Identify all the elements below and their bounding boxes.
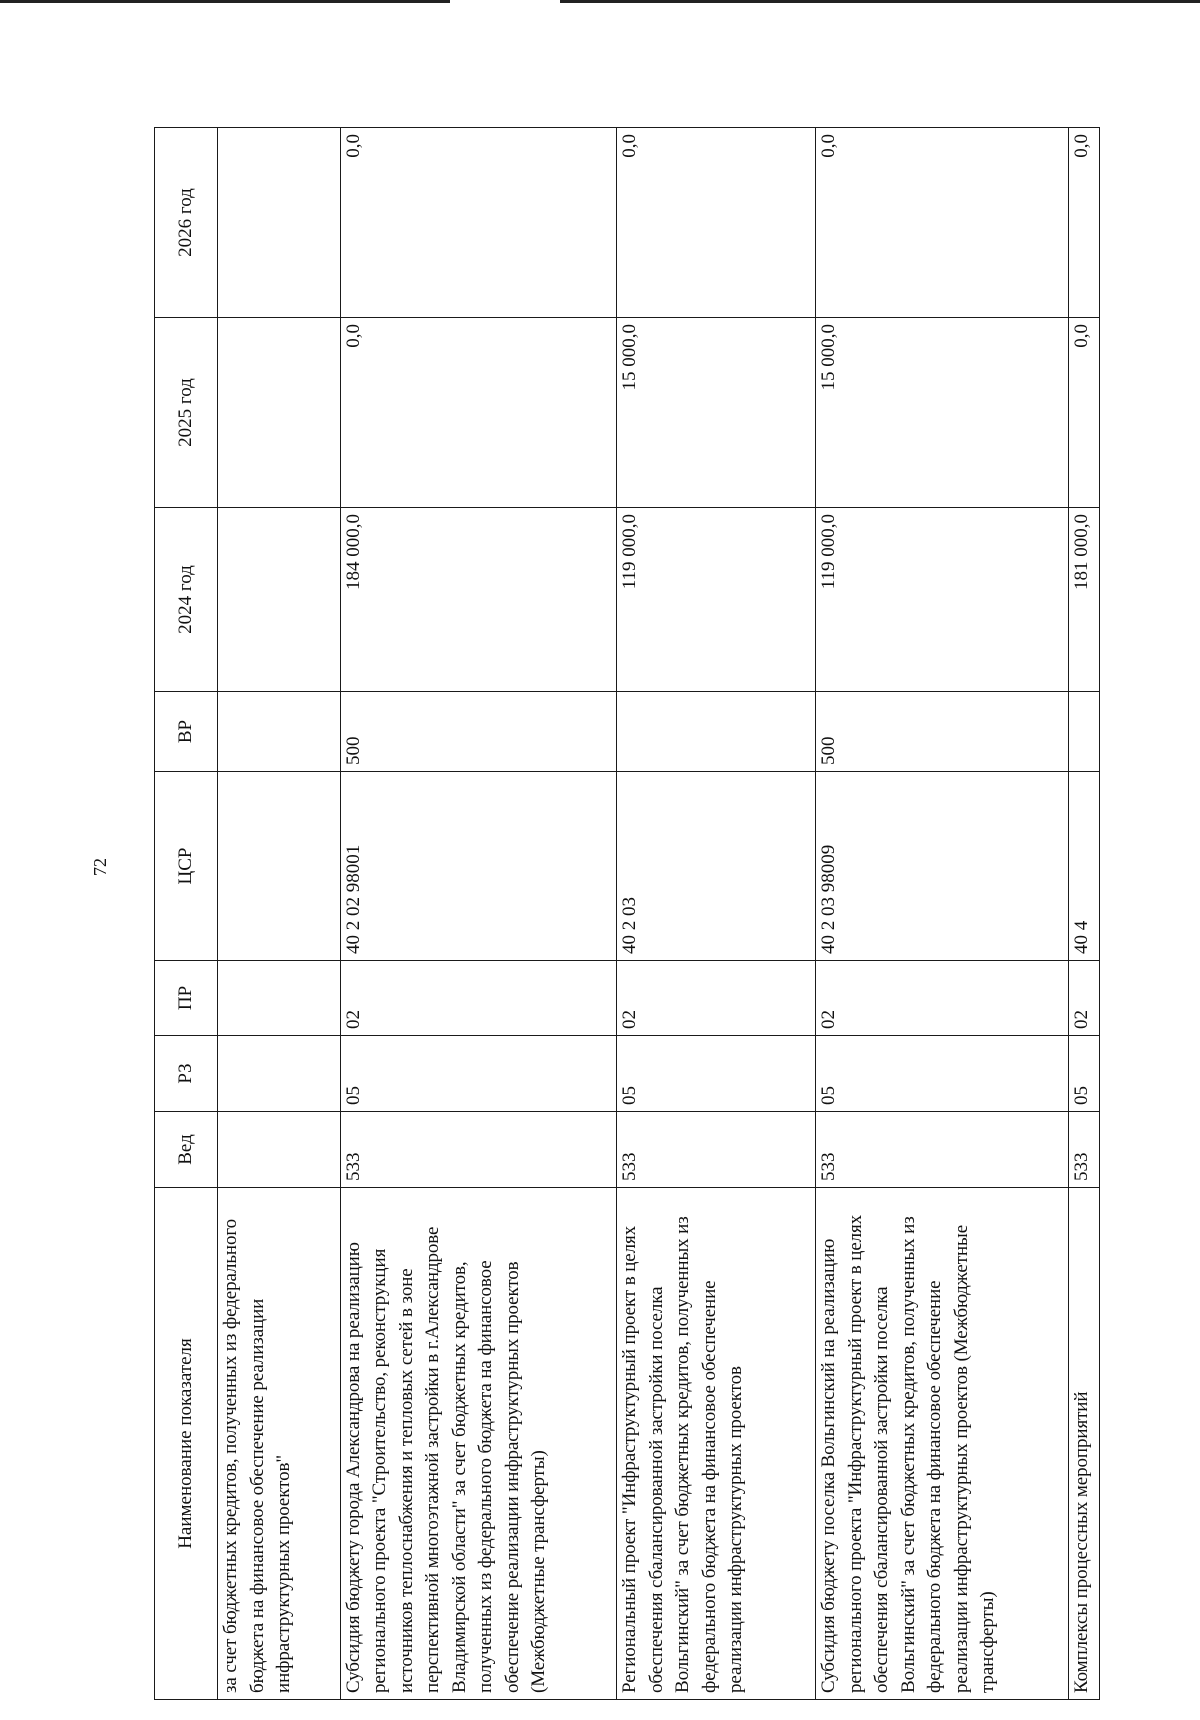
vr-cell (218, 692, 341, 772)
page-number: 72 (90, 858, 110, 876)
csr-cell: 40 2 03 (617, 772, 816, 961)
row-name-cell: Региональный проект "Инфраструктурный проект в целях обеспечения сбалансированной застройки поселка Вольгинский" за счет бюджетных кредитов, полученных из федерального бюджета на финансовое обеспечение реализации инфраструктурных проектов (617, 1188, 816, 1700)
row-name-cell: за счет бюджетных кредитов, полученных из федерального бюджета на финансовое обеспечение реализации инфраструктурных проектов" (218, 1188, 341, 1700)
table-header-row (155, 128, 218, 1700)
y2025-cell: 15 000,0 (816, 318, 1069, 508)
rz-cell: 05 (816, 1036, 1069, 1112)
y2024-cell: 119 000,0 (617, 508, 816, 692)
column-header: 2024 год (155, 508, 218, 692)
rz-cell: 05 (617, 1036, 816, 1112)
y2026-cell: 0,0 (816, 128, 1069, 318)
table-row (617, 128, 816, 1700)
pr-cell (218, 961, 341, 1036)
rz-cell: 05 (1068, 1036, 1099, 1112)
table-row (816, 128, 1069, 1700)
y2026-cell: 0,0 (617, 128, 816, 318)
y2025-cell: 0,0 (340, 318, 616, 508)
vr-cell: 500 (340, 692, 616, 772)
csr-cell: 40 2 03 98009 (816, 772, 1069, 961)
rz-cell: 05 (340, 1036, 616, 1112)
row-name-cell: Субсидия бюджету поселка Вольгинский на реализацию регионального проекта "Инфраструктурный проект в целях обеспечения сбалансированной застройки поселка Вольгинский" за счет бюджетных кредитов, полученных из федерального бюджета на финансовое обеспечение реализации инфраструктурных проектов (Межбюджетные трансферты) (816, 1188, 1069, 1700)
column-header: ЦСР (155, 772, 218, 961)
row-name-cell: Комплексы процессных мероприятий (1068, 1188, 1099, 1700)
y2025-cell (218, 318, 341, 508)
table-row (1068, 128, 1099, 1700)
ved-cell: 533 (816, 1112, 1069, 1188)
pr-cell: 02 (816, 961, 1069, 1036)
pr-cell: 02 (340, 961, 616, 1036)
y2025-cell: 0,0 (1068, 318, 1099, 508)
top-rule-right (560, 0, 1200, 3)
row-name-cell: Субсидия бюджету города Александрова на реализацию регионального проекта "Строительство, реконструкция источников теплоснабжения и тепловых сетей в зоне перспективной многоэтажной застройки в г.Александрове Владимирской области" за счет бюджетных кредитов, полученных из федерального бюджета на финансовое обеспечение реализации инфраструктурных проектов (Межбюджетные трансферты) (340, 1188, 616, 1700)
y2024-cell (218, 508, 341, 692)
y2026-cell: 0,0 (340, 128, 616, 318)
ved-cell (218, 1112, 341, 1188)
csr-cell (218, 772, 341, 961)
pr-cell: 02 (617, 961, 816, 1036)
column-header: РЗ (155, 1036, 218, 1112)
y2024-cell: 181 000,0 (1068, 508, 1099, 692)
y2026-cell (218, 128, 341, 318)
top-rule-left (0, 0, 450, 3)
column-header: Вед (155, 1112, 218, 1188)
column-header: ВР (155, 692, 218, 772)
rz-cell (218, 1036, 341, 1112)
table-row (340, 128, 616, 1700)
column-header: ПР (155, 961, 218, 1036)
vr-cell (1068, 692, 1099, 772)
table-row (218, 128, 341, 1700)
ved-cell: 533 (1068, 1112, 1099, 1188)
column-header: 2026 год (155, 128, 218, 318)
y2026-cell: 0,0 (1068, 128, 1099, 318)
y2024-cell: 119 000,0 (816, 508, 1069, 692)
column-header: 2025 год (155, 318, 218, 508)
csr-cell: 40 2 02 98001 (340, 772, 616, 961)
csr-cell: 40 4 (1068, 772, 1099, 961)
pr-cell: 02 (1068, 961, 1099, 1036)
vr-cell: 500 (816, 692, 1069, 772)
vr-cell (617, 692, 816, 772)
column-header: Наименование показателя (155, 1188, 218, 1700)
y2025-cell: 15 000,0 (617, 318, 816, 508)
ved-cell: 533 (340, 1112, 616, 1188)
y2024-cell: 184 000,0 (340, 508, 616, 692)
ved-cell: 533 (617, 1112, 816, 1188)
budget-table (154, 127, 1100, 1700)
budget-table-wrapper (154, 128, 1100, 1700)
